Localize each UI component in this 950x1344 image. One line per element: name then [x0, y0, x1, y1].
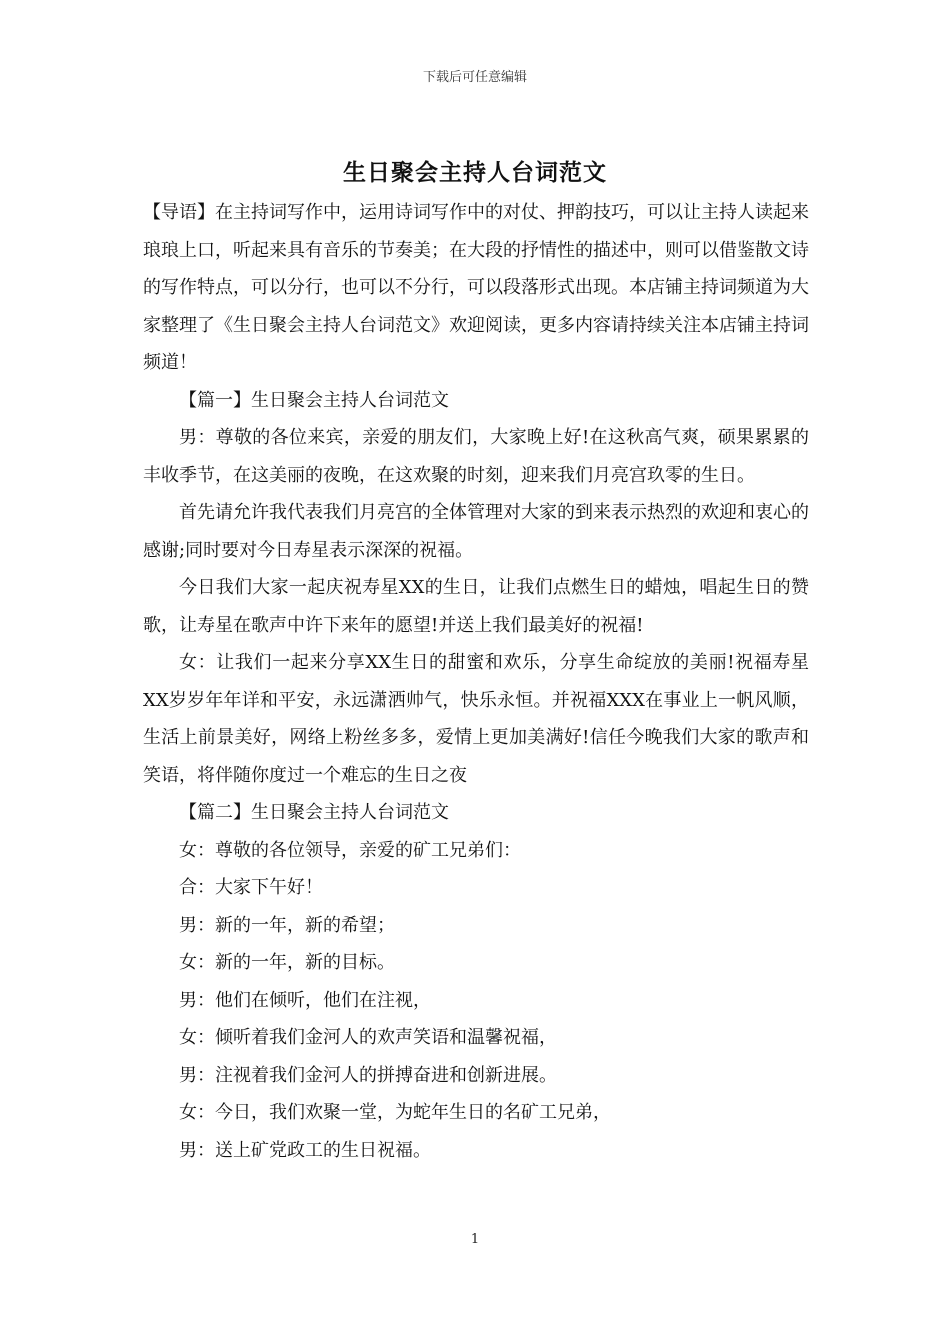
document-body	[143, 194, 809, 1169]
dialogue-line: 女：尊敬的各位领导，亲爱的矿工兄弟们：	[179, 839, 521, 861]
dialogue-line: 女：今日，我们欢聚一堂，为蛇年生日的名矿工兄弟，	[179, 1102, 611, 1123]
dialogue-line: 女：新的一年，新的目标。	[179, 952, 395, 973]
dialogue-line: 男：他们在倾听，他们在注视，	[179, 989, 431, 1011]
section-heading: 【篇一】生日聚会主持人台词范文	[179, 389, 449, 411]
dialogue-line: 女：倾听着我们金河人的欢声笑语和温馨祝福，	[179, 1027, 557, 1048]
body-paragraph: 女：让我们一起来分享XX生日的甜蜜和欢乐，分享生命绽放的美丽!祝福寿星XX岁岁年年详和平安，永远潇洒帅气，快乐永恒。并祝福XXX在事业上一帆风顺，生活上前景美好，网络上粉丝多多，爱情上更加美满好!信任今晚我们大家的歌声和笑语，将伴随你度过一个难忘的生日之夜	[143, 652, 809, 786]
dialogue-line: 男：新的一年，新的希望；	[179, 914, 395, 936]
section-heading: 【篇二】生日聚会主持人台词范文	[179, 802, 449, 823]
header-note: 下载后可任意编辑	[422, 70, 527, 85]
body-paragraph: 男：尊敬的各位来宾，亲爱的朋友们，大家晚上好!在这秋高气爽，硕果累累的丰收季节，在这美丽的夜晚，在这欢聚的时刻，迎来我们月亮宫玖零的生日。	[143, 427, 809, 486]
document-title: 生日聚会主持人台词范文	[343, 159, 607, 186]
page-number: 1	[470, 1232, 480, 1247]
body-paragraph: 首先请允许我代表我们月亮宫的全体管理对大家的到来表示热烈的欢迎和衷心的感谢;同时要对今日寿星表示深深的祝福。	[143, 502, 809, 561]
dialogue-line: 男：注视着我们金河人的拼搏奋进和创新进展。	[179, 1064, 557, 1086]
body-paragraph: 今日我们大家一起庆祝寿星XX的生日，让我们点燃生日的蜡烛，唱起生日的赞歌，让寿星在歌声中许下来年的愿望!并送上我们最美好的祝福!	[143, 577, 809, 636]
intro-paragraph: 【导语】在主持词写作中，运用诗词写作中的对仗、押韵技巧，可以让主持人读起来琅琅上口，听起来具有音乐的节奏美；在大段的抒情性的描述中，则可以借鉴散文诗的写作特点，可以分行，也可以不分行，可以段落形式出现。本店铺主持词频道为大家整理了《生日聚会主持人台词范文》欢迎阅读，更多内容请持续关注本店铺主持词频道！	[143, 202, 809, 373]
dialogue-line: 合：大家下午好！	[179, 877, 323, 898]
dialogue-line: 男：送上矿党政工的生日祝福。	[179, 1139, 431, 1161]
